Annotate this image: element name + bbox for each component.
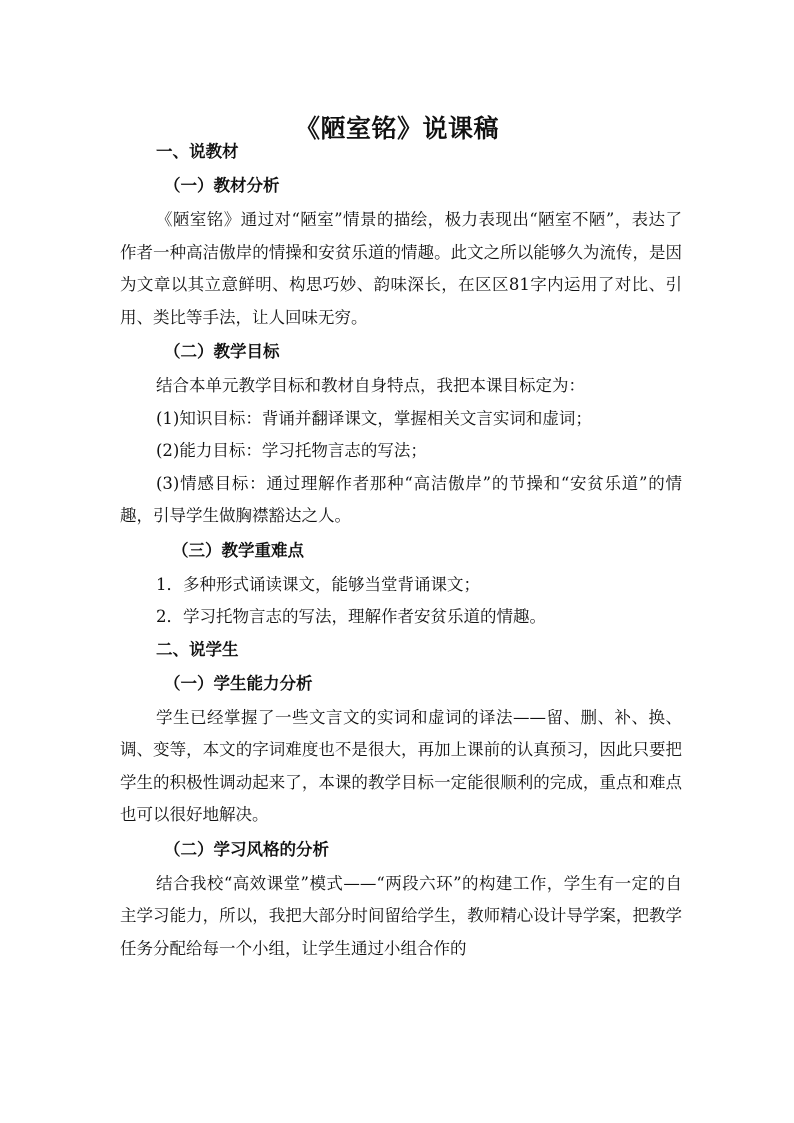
paragraph-knowledge-goal: (1)知识目标：背诵并翻译课文，掌握相关文言实词和虚词； — [156, 408, 592, 428]
paragraph-emotion-goal: (3)情感目标：通过理解作者那种“高洁傲岸”的节操和“安贫乐道”的情趣，引导学生做胸襟豁达之人。 — [120, 473, 682, 525]
section-heading-students: 二、说学生 — [156, 639, 239, 659]
subsection-heading-material-analysis: （一）教材分析 — [164, 176, 280, 195]
document-body — [120, 136, 682, 965]
paragraph-learning-style: 结合我校“高效课堂”模式——“两段六环”的构建工作，学生有一定的自主学习能力，所以，我把大部分时间留给学生，教师精心设计导学案，把教学任务分配给每一个小组，让学生通过小组合作的 — [120, 873, 682, 958]
paragraph-material-analysis: 《陋室铭》通过对“陋室”情景的描绘，极力表现出“陋室不陋”，表达了作者一种高洁傲岸的情操和安贫乐道的情趣。此文之所以能够久为流传，是因为文章以其立意鲜明、构思巧妙、韵味深长，在区区81字内运用了对比、引用、类比等手法，让人回味无穷。 — [120, 210, 682, 327]
subsection-heading-key-difficult-points: （三）教学重难点 — [172, 540, 304, 560]
paragraph-student-ability: 学生已经掌握了一些文言文的实词和虚词的译法——留、删、补、换、调、变等，本文的字词难度也不是很大，再加上课前的认真预习，因此只要把学生的积极性调动起来了，本课的教学目标一定能很顺利的完成，重点和难点也可以很好地解决。 — [120, 707, 682, 824]
paragraph-key-point-2: 2．学习托物言志的写法，理解作者安贫乐道的情趣。 — [156, 607, 546, 626]
page-title: 《陋室铭》说课稿 — [294, 113, 499, 143]
subsection-heading-student-ability: （一）学生能力分析 — [164, 673, 313, 693]
subsection-heading-learning-style: （二）学习风格的分析 — [164, 839, 329, 859]
paragraph-key-point-1: 1．多种形式诵读课文，能够当堂背诵课文； — [156, 574, 480, 594]
paragraph-ability-goal: (2)能力目标：学习托物言志的写法； — [156, 441, 427, 460]
paragraph-goals-intro: 结合本单元教学目标和教材自身特点，我把本课目标定为： — [156, 376, 585, 395]
section-heading-teaching-material: 一、说教材 — [156, 142, 239, 161]
subsection-heading-teaching-goals: （二）教学目标 — [164, 342, 280, 361]
